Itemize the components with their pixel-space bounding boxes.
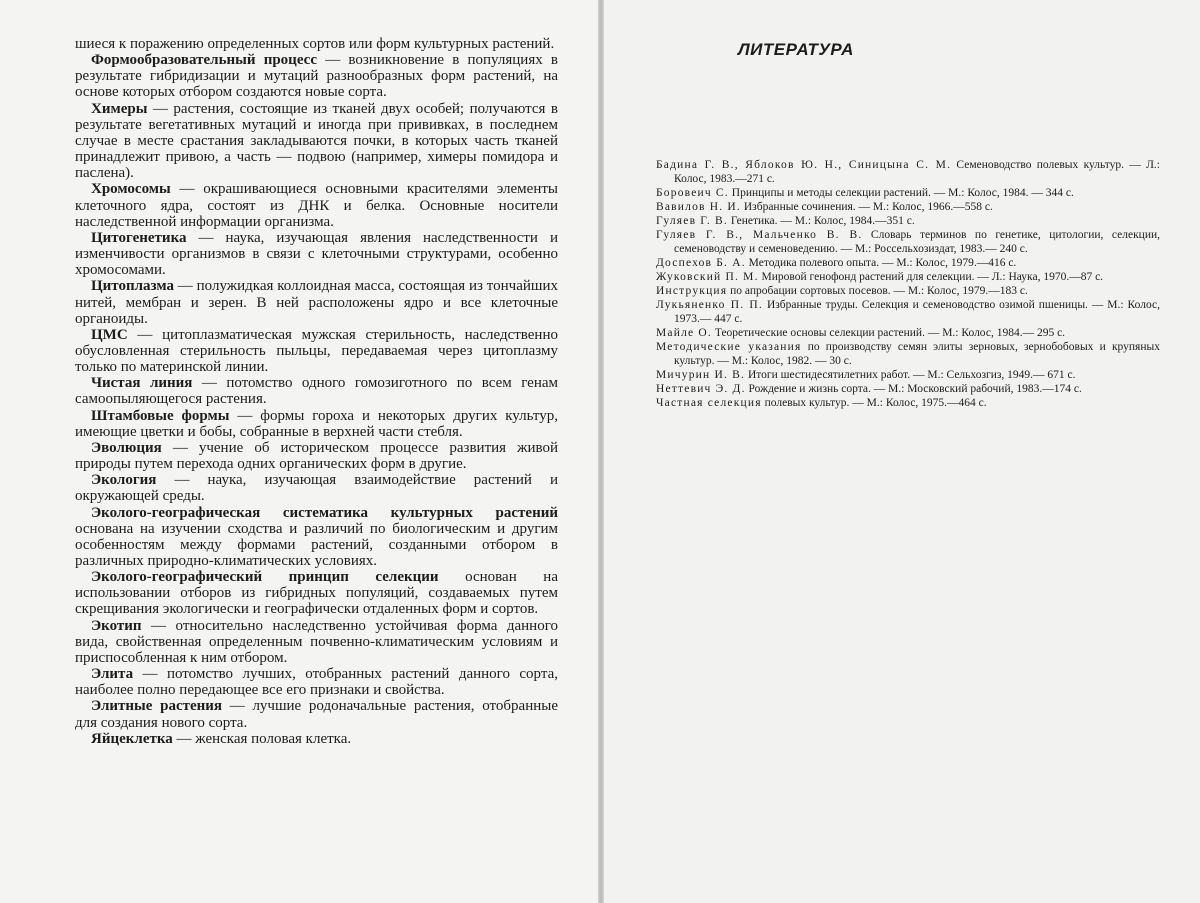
glossary-entry bbox=[75, 731, 558, 747]
glossary-definition: — женская половая клетка. bbox=[172, 730, 352, 747]
reference-author: Вавилов Н. И. bbox=[656, 201, 741, 213]
reference-item bbox=[656, 326, 1160, 340]
reference-details: Избранные труды. Селекция и семеноводство озимой пшеницы. — М.: Колос, 1973.— 447 с. bbox=[674, 299, 1160, 325]
glossary-definition: основана на изучении сходства и различий по биологическим и другим особенностям между формами растений, созданными отбором в различных природно-климатических условиях. bbox=[75, 520, 558, 569]
glossary-entry bbox=[75, 327, 558, 375]
glossary-term: Химеры bbox=[91, 100, 148, 117]
reference-details: Генетика. — М.: Колос, 1984.—351 с. bbox=[727, 215, 915, 227]
reference-author: Гуляев Г. В. bbox=[656, 215, 728, 227]
reference-details: Итоги шестидесятилетних работ. — М.: Сельхозгиз, 1949.— 671 с. bbox=[745, 369, 1076, 381]
reference-item bbox=[656, 158, 1160, 186]
reference-details: Методика полевого опыта. — М.: Колос, 1979.—416 с. bbox=[745, 257, 1017, 269]
reference-author: Майле О. bbox=[656, 327, 712, 339]
glossary-entry bbox=[75, 569, 558, 617]
reference-item bbox=[656, 186, 1160, 200]
glossary-definition: — формы гороха и некоторых других культур, имеющие цветки и бобы, собранные в верхней части стебля. bbox=[75, 407, 559, 440]
glossary-term: Чистая линия bbox=[91, 375, 193, 392]
glossary-entry bbox=[75, 230, 558, 278]
reference-author: Боровеич С. bbox=[656, 187, 729, 199]
reference-details: Избранные сочинения. — М.: Колос, 1966.—558 с. bbox=[741, 201, 993, 213]
glossary-definition: — учение об историческом процессе развития живой природы путем перехода одних органических форм в другие. bbox=[75, 439, 558, 473]
glossary-term: Эволюция bbox=[91, 439, 162, 456]
reference-item bbox=[656, 298, 1160, 326]
page-heading: ЛИТЕРАТУРА bbox=[738, 40, 854, 59]
glossary-entry bbox=[75, 505, 558, 570]
glossary-definition: — наука, изучающая явления наследственности и изменчивости организмов в связи с клеточными структурами, особенно хромосомами. bbox=[75, 229, 558, 279]
reference-details: Теоретические основы селекции растений. — М.: Колос, 1984.— 295 с. bbox=[711, 327, 1066, 339]
reference-item bbox=[656, 284, 1160, 298]
reference-author: Методические указания bbox=[656, 341, 802, 353]
glossary-entries bbox=[75, 52, 558, 747]
glossary-term: Экотип bbox=[91, 617, 142, 634]
reference-author: Частная селекция bbox=[656, 397, 762, 409]
reference-details: по апробации сортовых посевов. — М.: Колос, 1979.—183 с. bbox=[727, 285, 1028, 297]
glossary-entry bbox=[75, 52, 558, 100]
glossary-entry bbox=[75, 698, 558, 730]
glossary-definition: — наука, изучающая взаимодействие растений и окружающей среды. bbox=[75, 472, 558, 505]
reference-item bbox=[656, 382, 1160, 396]
glossary-term: Экология bbox=[91, 472, 157, 489]
glossary-entry bbox=[75, 408, 558, 440]
glossary-definition: — окрашивающиеся основными красителями элементы клеточного ядра, состоят из ДНК и белка. Основные носители наследственной информации организма. bbox=[75, 181, 558, 230]
reference-item bbox=[656, 340, 1160, 368]
reference-details: Принципы и методы селекции растений. — М.: Колос, 1984. — 344 с. bbox=[728, 187, 1074, 199]
reference-details: по производству семян элиты зерновых, зернобобовых и крупяных культур. — М.: Колос, 1982. — 30 с. bbox=[674, 341, 1160, 367]
reference-author: Жуковский П. М. bbox=[656, 271, 759, 283]
reference-list bbox=[656, 158, 1160, 410]
glossary-definition: основан на использовании отборов из гибридных популяций, создаваемых путем скрещивания экологически и географически отдаленных форм и сортов. bbox=[75, 569, 558, 618]
glossary-term: Элитные растения bbox=[91, 698, 223, 715]
glossary-term: Эколого-географический принцип селекции bbox=[91, 569, 439, 586]
glossary-entry bbox=[75, 440, 558, 472]
glossary-term: Яйцеклетка bbox=[91, 730, 173, 747]
left-page bbox=[0, 0, 598, 903]
glossary-definition: — потомство лучших, отобранных растений данного сорта, наиболее полно передающее все его признаки и свойства. bbox=[75, 666, 558, 699]
glossary-term: Формообразовательный процесс bbox=[91, 52, 317, 69]
reference-author: Мичурин И. В. bbox=[656, 369, 746, 381]
glossary-definition: — возникновение в популяциях в результате гибридизации и мутаций разнообразных форм растений, на основе которых отбором создаются новые сорта. bbox=[75, 52, 559, 101]
reference-author: Гуляев Г. В., Мальченко В. В. bbox=[656, 229, 863, 241]
glossary-term: Элита bbox=[91, 666, 134, 683]
reference-item bbox=[656, 270, 1160, 284]
glossary-term: Цитогенетика bbox=[91, 229, 187, 246]
reference-item bbox=[656, 396, 1160, 410]
reference-item bbox=[656, 256, 1160, 270]
reference-details: Словарь терминов по генетике, цитологии, селекции, семеноводству и семеноведению. — М.: Россельхозиздат, 1983.— 240 с. bbox=[674, 229, 1161, 255]
glossary-term: Штамбовые формы bbox=[91, 407, 230, 424]
glossary-entry bbox=[75, 666, 558, 698]
reference-details: полевых культур. — М.: Колос, 1975.—464 с. bbox=[761, 397, 987, 409]
continuation-paragraph: шиеся к поражению определенных сортов или форм культурных растений. bbox=[75, 36, 555, 52]
reference-author: Инструкция bbox=[656, 285, 728, 297]
glossary-entry bbox=[75, 618, 558, 666]
glossary-term: Цитоплазма bbox=[91, 278, 174, 295]
glossary-definition: — потомство одного гомозиготного по всем генам самоопыляющегося растения. bbox=[75, 375, 558, 408]
reference-author: Лукьяненко П. П. bbox=[656, 299, 763, 311]
glossary-entry bbox=[75, 375, 558, 407]
reference-item bbox=[656, 200, 1160, 214]
glossary-term: Эколого-географическая систематика культурных растений bbox=[91, 504, 558, 521]
reference-details: Рождение и жизнь сорта. — М.: Московский рабочий, 1983.—174 с. bbox=[745, 383, 1082, 395]
reference-item bbox=[656, 368, 1160, 382]
glossary-term: ЦМС bbox=[91, 326, 128, 343]
glossary-definition: — цитоплазматическая мужская стерильность, наследственно обусловленная стерильность пыльцы, передаваемая через цитоплазму только по материнской линии. bbox=[75, 326, 558, 376]
glossary-definition: — относительно наследственно устойчивая форма данного вида, свойственная определенным почвенно-климатическим условиям и приспособленная к ним отбором. bbox=[75, 617, 558, 666]
reference-item bbox=[656, 214, 1160, 228]
reference-author: Неттевич Э. Д. bbox=[656, 383, 746, 395]
glossary-entry bbox=[75, 101, 558, 182]
glossary-definition: — полужидкая коллоидная масса, состоящая из тончайших нитей, мембран и зерен. В ней расположены ядро и все клеточные органоиды. bbox=[75, 278, 558, 327]
glossary-entry bbox=[75, 472, 558, 504]
glossary-entry bbox=[75, 278, 558, 326]
glossary-definition: — лучшие родоначальные растения, отобранные для создания нового сорта. bbox=[75, 698, 558, 731]
glossary-entry bbox=[75, 181, 558, 229]
reference-author: Бадина Г. В., Яблоков Ю. Н., Синицына С. М. bbox=[656, 159, 952, 171]
right-page bbox=[604, 0, 1200, 903]
glossary-term: Хромосомы bbox=[91, 181, 171, 198]
reference-author: Доспехов Б. А. bbox=[656, 257, 746, 269]
reference-details: Мировой генофонд растений для селекции. — Л.: Наука, 1970.—87 с. bbox=[758, 271, 1104, 283]
glossary-definition: — растения, состоящие из тканей двух особей; получаются в результате вегетативных мутаций и иногда при прививках, в последнем случае в месте срастания закладываются почки, в которых часть тканей принадлежит привою, а часть — подвою (например, химеры помидора и паслена). bbox=[75, 100, 558, 182]
reference-item bbox=[656, 228, 1160, 256]
reference-details: Семеноводство полевых культур. — Л.: Колос, 1983.—271 с. bbox=[674, 159, 1160, 185]
